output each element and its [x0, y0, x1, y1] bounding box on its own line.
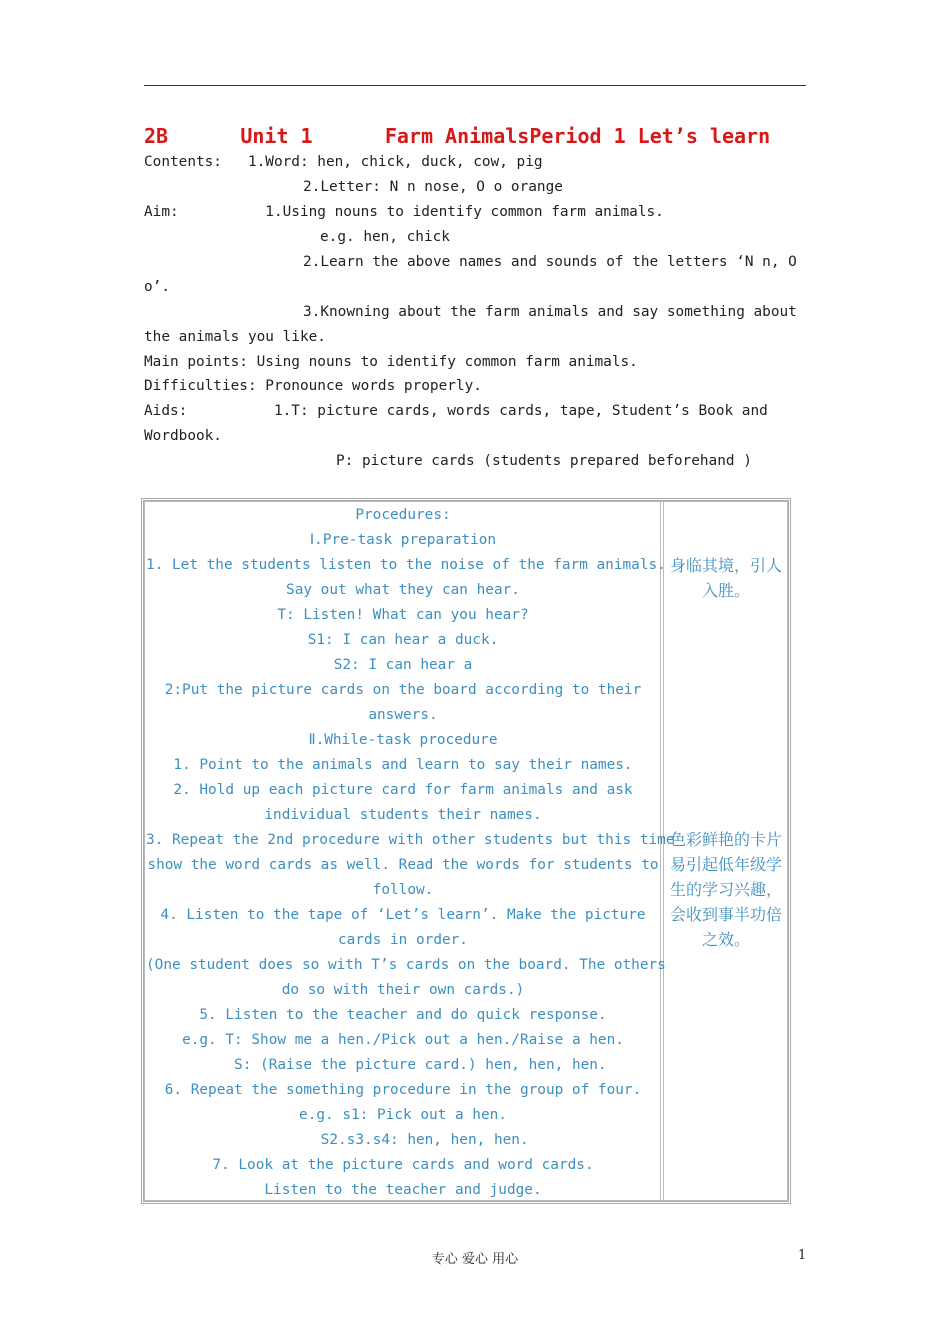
procedure-line: e.g. s1: Pick out a hen. — [299, 1107, 507, 1123]
difficulties-line: Difficulties: Pronounce words properly. — [144, 378, 482, 394]
aim-example-line: e.g. hen, chick — [320, 229, 450, 245]
procedure-line: cards in order. — [338, 932, 468, 948]
note-line: 之效。 — [701, 930, 750, 949]
note-line: 生的学习兴趣， — [669, 880, 782, 899]
note-line: 会收到事半功倍 — [669, 905, 782, 924]
aim-line-3-cont: the animals you like. — [144, 329, 326, 345]
procedure-line: S: (Raise the picture card.) hen, hen, hen. — [199, 1057, 607, 1073]
procedure-line: 7. Look at the picture cards and word cards. — [212, 1157, 594, 1173]
procedure-line: 3. Repeat the 2nd procedure with other students but this time — [146, 832, 675, 848]
note-line: 身临其境，引人 — [669, 556, 782, 575]
procedure-line: 2:Put the picture cards on the board according to their — [164, 682, 642, 698]
procedures-column — [146, 503, 675, 1203]
procedure-line: individual students their names. — [264, 807, 542, 823]
procedure-line: e.g. T: Show me a hen./Pick out a hen./Raise a hen. — [182, 1032, 624, 1048]
procedure-line: S2.s3.s4: hen, hen, hen. — [277, 1132, 529, 1148]
procedure-line: 2. Hold up each picture card for farm animals and ask — [173, 782, 633, 798]
procedure-line: 5. Listen to the teacher and do quick response. — [199, 1007, 607, 1023]
procedure-line: T: Listen! What can you hear? — [277, 607, 529, 623]
procedure-line: 4. Listen to the tape of ‘Let’s learn’. Make the picture — [160, 907, 646, 923]
header-rule — [144, 85, 806, 86]
document-title: 2B Unit 1 Farm AnimalsPeriod 1 Let’s learn — [144, 124, 771, 148]
page-number: 1 — [798, 1248, 807, 1263]
aids-line-cont: Wordbook. — [144, 428, 222, 444]
aim-line-2: 2.Learn the above names and sounds of the letters ‘N n, O — [303, 254, 797, 270]
procedure-line: Say out what they can hear. — [286, 582, 520, 598]
procedure-line: do so with their own cards.) — [281, 982, 525, 998]
note-line: 易引起低年级学 — [669, 855, 782, 874]
procedure-line: show the word cards as well. Read the words for students to — [147, 857, 659, 873]
contents-letter-line: 2.Letter: N n nose, O o orange — [303, 179, 563, 195]
aim-line: Aim: 1.Using nouns to identify common farm animals. — [144, 204, 664, 220]
procedure-line: 6. Repeat the something procedure in the group of four. — [164, 1082, 642, 1098]
pre-task-heading: Ⅰ.Pre-task preparation — [309, 532, 497, 548]
procedure-line: Listen to the teacher and judge. — [264, 1182, 542, 1198]
note-immersion — [664, 553, 788, 603]
procedure-line: 1. Let the students listen to the noise of the farm animals. — [146, 557, 666, 573]
procedure-line: S2: I can hear a — [333, 657, 473, 673]
procedures-heading: Procedures: — [355, 507, 451, 523]
aids-pupils-line: P: picture cards (students prepared beforehand ) — [336, 453, 752, 469]
aim-line-3: 3.Knowning about the farm animals and say something about — [303, 304, 797, 320]
procedure-line: answers. — [368, 707, 438, 723]
page-footer: 专心 爱心 用心 — [431, 1252, 519, 1267]
contents-line: Contents: 1.Word: hen, chick, duck, cow, pig — [144, 154, 543, 170]
note-line: 色彩鲜艳的卡片 — [669, 830, 782, 849]
procedure-line: (One student does so with T’s cards on the board. The others — [146, 957, 666, 973]
procedure-line: 1. Point to the animals and learn to say their names. — [173, 757, 633, 773]
note-colorful-cards — [664, 827, 788, 952]
aids-line: Aids: 1.T: picture cards, words cards, tape, Student’s Book and — [144, 403, 768, 419]
note-line: 入胜。 — [701, 581, 750, 600]
procedure-line: S1: I can hear a duck. — [307, 632, 499, 648]
aim-line-2-cont: o’. — [144, 279, 170, 295]
procedure-line: follow. — [372, 882, 434, 898]
while-task-heading: Ⅱ.While-task procedure — [308, 732, 498, 748]
main-points-line: Main points: Using nouns to identify common farm animals. — [144, 354, 638, 370]
